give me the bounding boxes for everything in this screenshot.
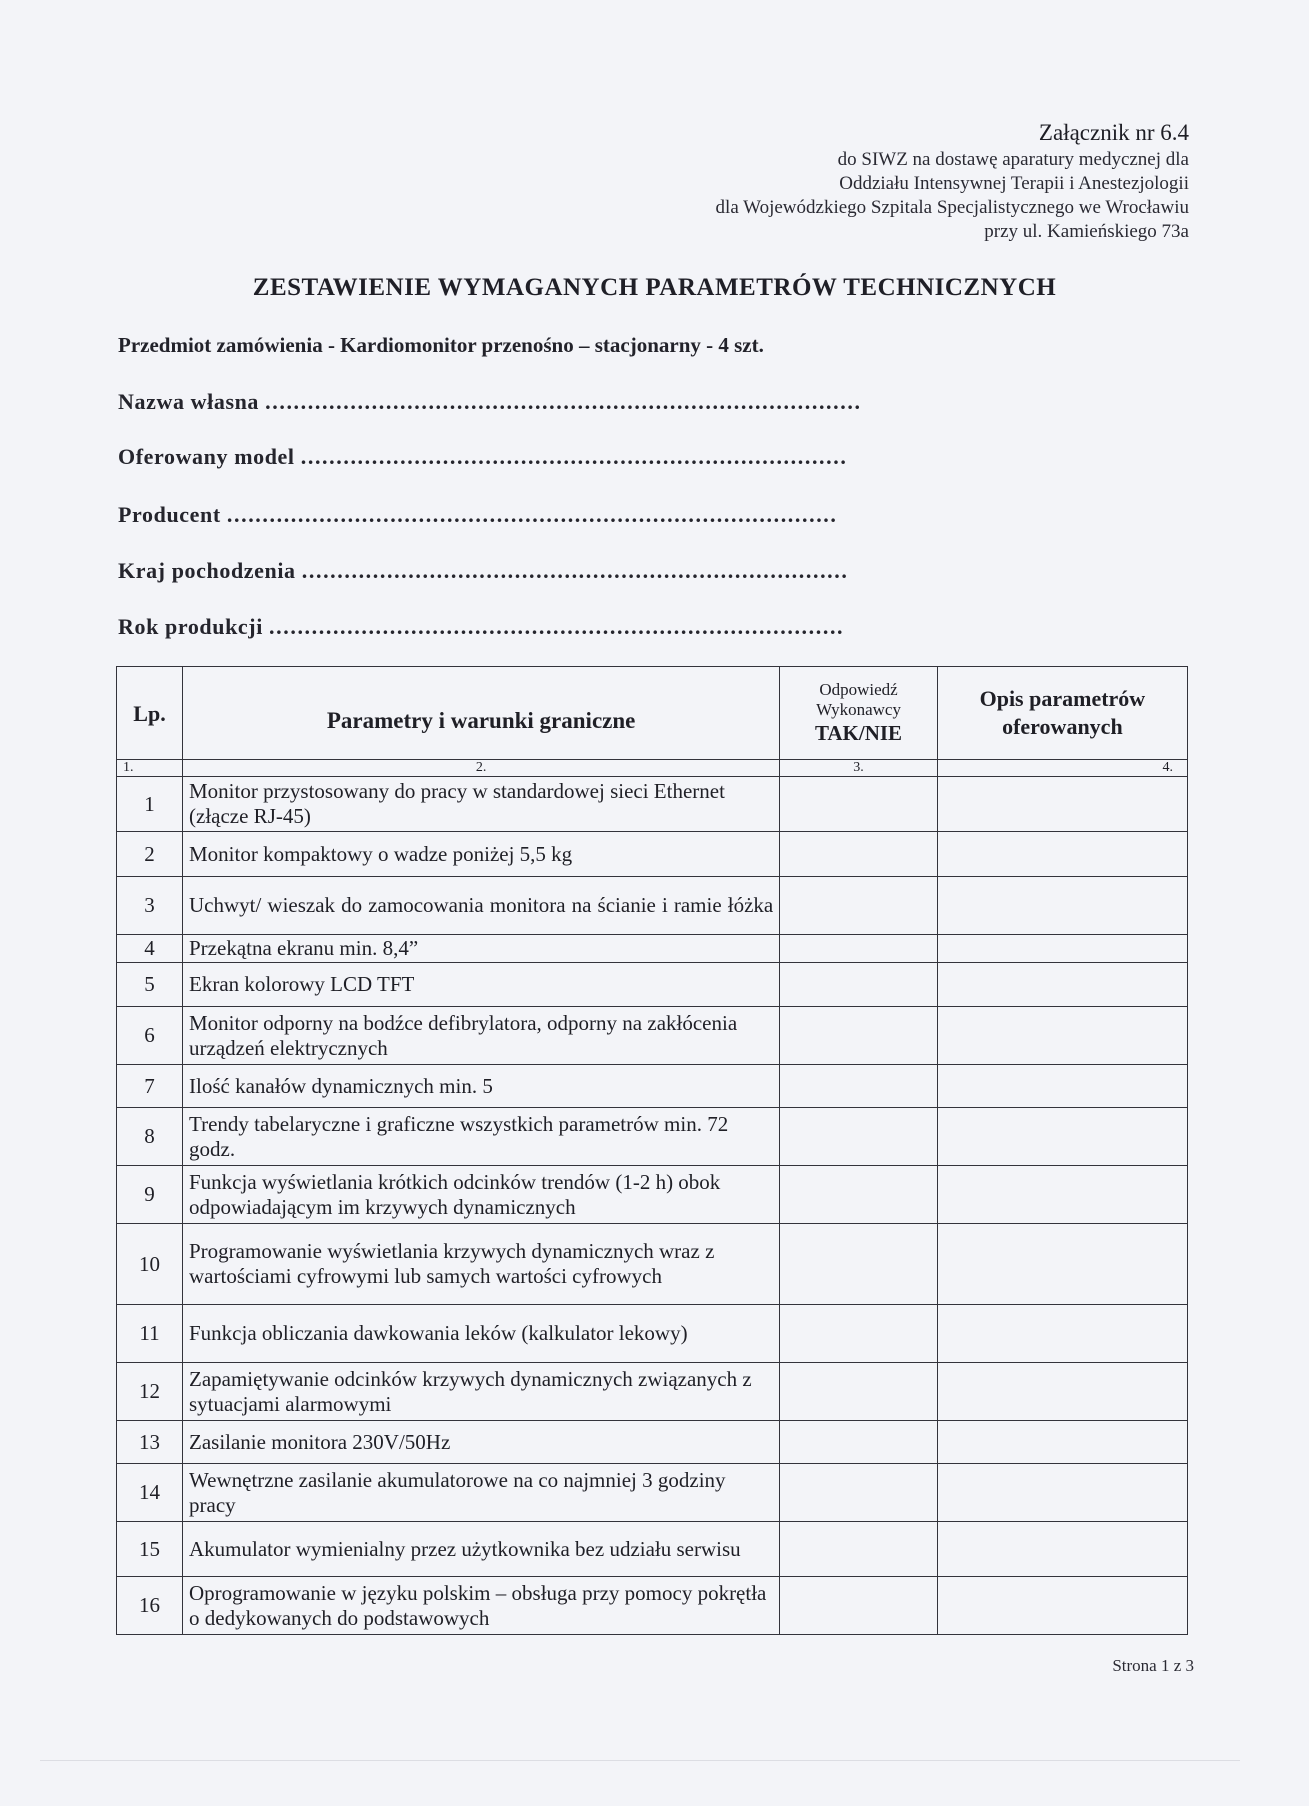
row-lp: 6	[117, 1007, 183, 1065]
header-description: Opis parametrów oferowanych	[937, 667, 1187, 760]
row-parameter: Programowanie wyświetlania krzywych dynamicznych wraz z wartościami cyfrowymi lub samych wartości cyfrowych	[183, 1224, 780, 1305]
row-description-cell[interactable]	[937, 1363, 1187, 1421]
field-dots: .............................................................................	[300, 444, 848, 469]
row-lp: 15	[117, 1522, 183, 1577]
row-parameter: Monitor odporny na bodźce defibrylatora, odporny na zakłócenia urządzeń elektrycznych	[183, 1007, 780, 1065]
annex-line: Oddziału Intensywnej Terapii i Anestezjologii	[839, 173, 1189, 194]
table-row	[117, 1065, 1188, 1108]
column-number: 2.	[183, 760, 780, 777]
row-lp: 2	[117, 832, 183, 877]
field-label: Producent	[118, 502, 221, 527]
row-lp: 12	[117, 1363, 183, 1421]
row-parameter: Ekran kolorowy LCD TFT	[183, 963, 780, 1007]
row-response-cell[interactable]	[780, 1007, 938, 1065]
field-rok-produkcji	[118, 614, 844, 640]
row-description-cell[interactable]	[937, 1065, 1187, 1108]
row-parameter: Zapamiętywanie odcinków krzywych dynamicznych związanych z sytuacjami alarmowymi	[183, 1363, 780, 1421]
header-response-yesno: TAK/NIE	[814, 721, 903, 745]
row-response-cell[interactable]	[780, 777, 938, 832]
annex-header	[716, 118, 1189, 244]
row-response-cell[interactable]	[780, 1065, 938, 1108]
row-description-cell[interactable]	[937, 832, 1187, 877]
row-parameter: Funkcja wyświetlania krótkich odcinków trendów (1-2 h) obok odpowiadającym im krzywych dynamicznych	[183, 1166, 780, 1224]
row-response-cell[interactable]	[780, 963, 938, 1007]
header-lp: Lp.	[117, 667, 183, 760]
header-parameters: Parametry i warunki graniczne	[183, 667, 780, 760]
field-dots: .............................................................................	[301, 558, 849, 583]
page-number: Strona 1 z 3	[1112, 1656, 1194, 1675]
row-parameter: Ilość kanałów dynamicznych min. 5	[183, 1065, 780, 1108]
row-lp: 11	[117, 1305, 183, 1363]
row-lp: 13	[117, 1421, 183, 1464]
row-description-cell[interactable]	[937, 877, 1187, 935]
header-response	[780, 667, 938, 760]
row-lp: 10	[117, 1224, 183, 1305]
row-parameter: Funkcja obliczania dawkowania leków (kalkulator lekowy)	[183, 1305, 780, 1363]
row-parameter: Wewnętrzne zasilanie akumulatorowe na co najmniej 3 godziny pracy	[183, 1464, 780, 1522]
column-number-row	[117, 760, 1188, 777]
row-parameter: Monitor przystosowany do pracy w standardowej sieci Ethernet (złącze RJ-45)	[183, 777, 780, 832]
field-dots: ......................................................................................	[226, 502, 838, 527]
row-response-cell[interactable]	[780, 1577, 938, 1635]
field-label: Rok produkcji	[118, 614, 263, 639]
field-dots: .................................................................................	[269, 614, 845, 639]
row-response-cell[interactable]	[780, 1363, 938, 1421]
row-description-cell[interactable]	[937, 777, 1187, 832]
table-row	[117, 1305, 1188, 1363]
row-description-cell[interactable]	[937, 1577, 1187, 1635]
row-parameter: Przekątna ekranu min. 8,4”	[183, 935, 780, 963]
table-row	[117, 963, 1188, 1007]
row-description-cell[interactable]	[937, 1007, 1187, 1065]
row-response-cell[interactable]	[780, 1305, 938, 1363]
table-row	[117, 877, 1188, 935]
field-nazwa-wlasna	[118, 389, 862, 415]
row-response-cell[interactable]	[780, 1108, 938, 1166]
table-row	[117, 1577, 1188, 1635]
annex-line: do SIWZ na dostawę aparatury medycznej dla	[837, 149, 1189, 170]
field-kraj-pochodzenia	[118, 558, 848, 584]
row-lp: 16	[117, 1577, 183, 1635]
table-header-row	[117, 667, 1188, 760]
row-lp: 8	[117, 1108, 183, 1166]
row-lp: 1	[117, 777, 183, 832]
document-title: ZESTAWIENIE WYMAGANYCH PARAMETRÓW TECHNICZNYCH	[252, 274, 1057, 301]
row-description-cell[interactable]	[937, 935, 1187, 963]
row-description-cell[interactable]	[937, 1464, 1187, 1522]
row-parameter: Akumulator wymienialny przez użytkownika bez udziału serwisu	[183, 1522, 780, 1577]
field-label: Kraj pochodzenia	[118, 558, 296, 583]
row-description-cell[interactable]	[937, 963, 1187, 1007]
row-parameter: Trendy tabelaryczne i graficzne wszystkich parametrów min. 72 godz.	[183, 1108, 780, 1166]
field-label: Nazwa własna	[118, 389, 260, 414]
table-row	[117, 1166, 1188, 1224]
table-row	[117, 1007, 1188, 1065]
row-parameter: Monitor kompaktowy o wadze poniżej 5,5 kg	[183, 832, 780, 877]
annex-line: przy ul. Kamieńskiego 73a	[984, 221, 1189, 242]
row-lp: 4	[117, 935, 183, 963]
row-parameter: Zasilanie monitora 230V/50Hz	[183, 1421, 780, 1464]
table-row	[117, 1224, 1188, 1305]
column-number: 3.	[780, 760, 938, 777]
row-response-cell[interactable]	[780, 832, 938, 877]
row-response-cell[interactable]	[780, 1166, 938, 1224]
row-response-cell[interactable]	[780, 1224, 938, 1305]
row-description-cell[interactable]	[937, 1305, 1187, 1363]
column-number: 4.	[937, 760, 1187, 777]
scan-edge-line	[40, 1760, 1240, 1761]
row-response-cell[interactable]	[780, 1522, 938, 1577]
table-row	[117, 1108, 1188, 1166]
header-response-label: Odpowiedź Wykonawcy	[816, 680, 901, 719]
field-oferowany-model	[118, 444, 847, 470]
table-row	[117, 1363, 1188, 1421]
annex-number: Załącznik nr 6.4	[1038, 120, 1189, 145]
row-lp: 14	[117, 1464, 183, 1522]
table-row	[117, 777, 1188, 832]
table-row	[117, 935, 1188, 963]
row-response-cell[interactable]	[780, 1464, 938, 1522]
table-row	[117, 1464, 1188, 1522]
row-lp: 9	[117, 1166, 183, 1224]
row-description-cell[interactable]	[937, 1522, 1187, 1577]
parameters-table	[116, 666, 1188, 1635]
row-lp: 5	[117, 963, 183, 1007]
column-number: 1.	[117, 760, 183, 777]
annex-line: dla Wojewódzkiego Szpitala Specjalistycznego we Wrocławiu	[715, 197, 1189, 218]
row-description-cell[interactable]	[937, 1421, 1187, 1464]
row-description-cell[interactable]	[937, 1224, 1187, 1305]
field-dots: ....................................................................................	[265, 389, 862, 414]
row-lp: 3	[117, 877, 183, 935]
row-lp: 7	[117, 1065, 183, 1108]
row-response-cell[interactable]	[780, 877, 938, 935]
row-response-cell[interactable]	[780, 1421, 938, 1464]
row-response-cell[interactable]	[780, 935, 938, 963]
table-row	[117, 1522, 1188, 1577]
order-subject: Przedmiot zamówienia - Kardiomonitor przenośno – stacjonarny - 4 szt.	[118, 333, 764, 357]
row-description-cell[interactable]	[937, 1166, 1187, 1224]
table-row	[117, 832, 1188, 877]
table-row	[117, 1421, 1188, 1464]
field-producent	[118, 502, 838, 528]
row-parameter: Uchwyt/ wieszak do zamocowania monitora na ścianie i ramie łóżka	[183, 877, 780, 935]
field-label: Oferowany model	[118, 444, 295, 469]
row-description-cell[interactable]	[937, 1108, 1187, 1166]
row-parameter: Oprogramowanie w języku polskim – obsługa przy pomocy pokrętła o dedykowanych do podstawowych	[183, 1577, 780, 1635]
